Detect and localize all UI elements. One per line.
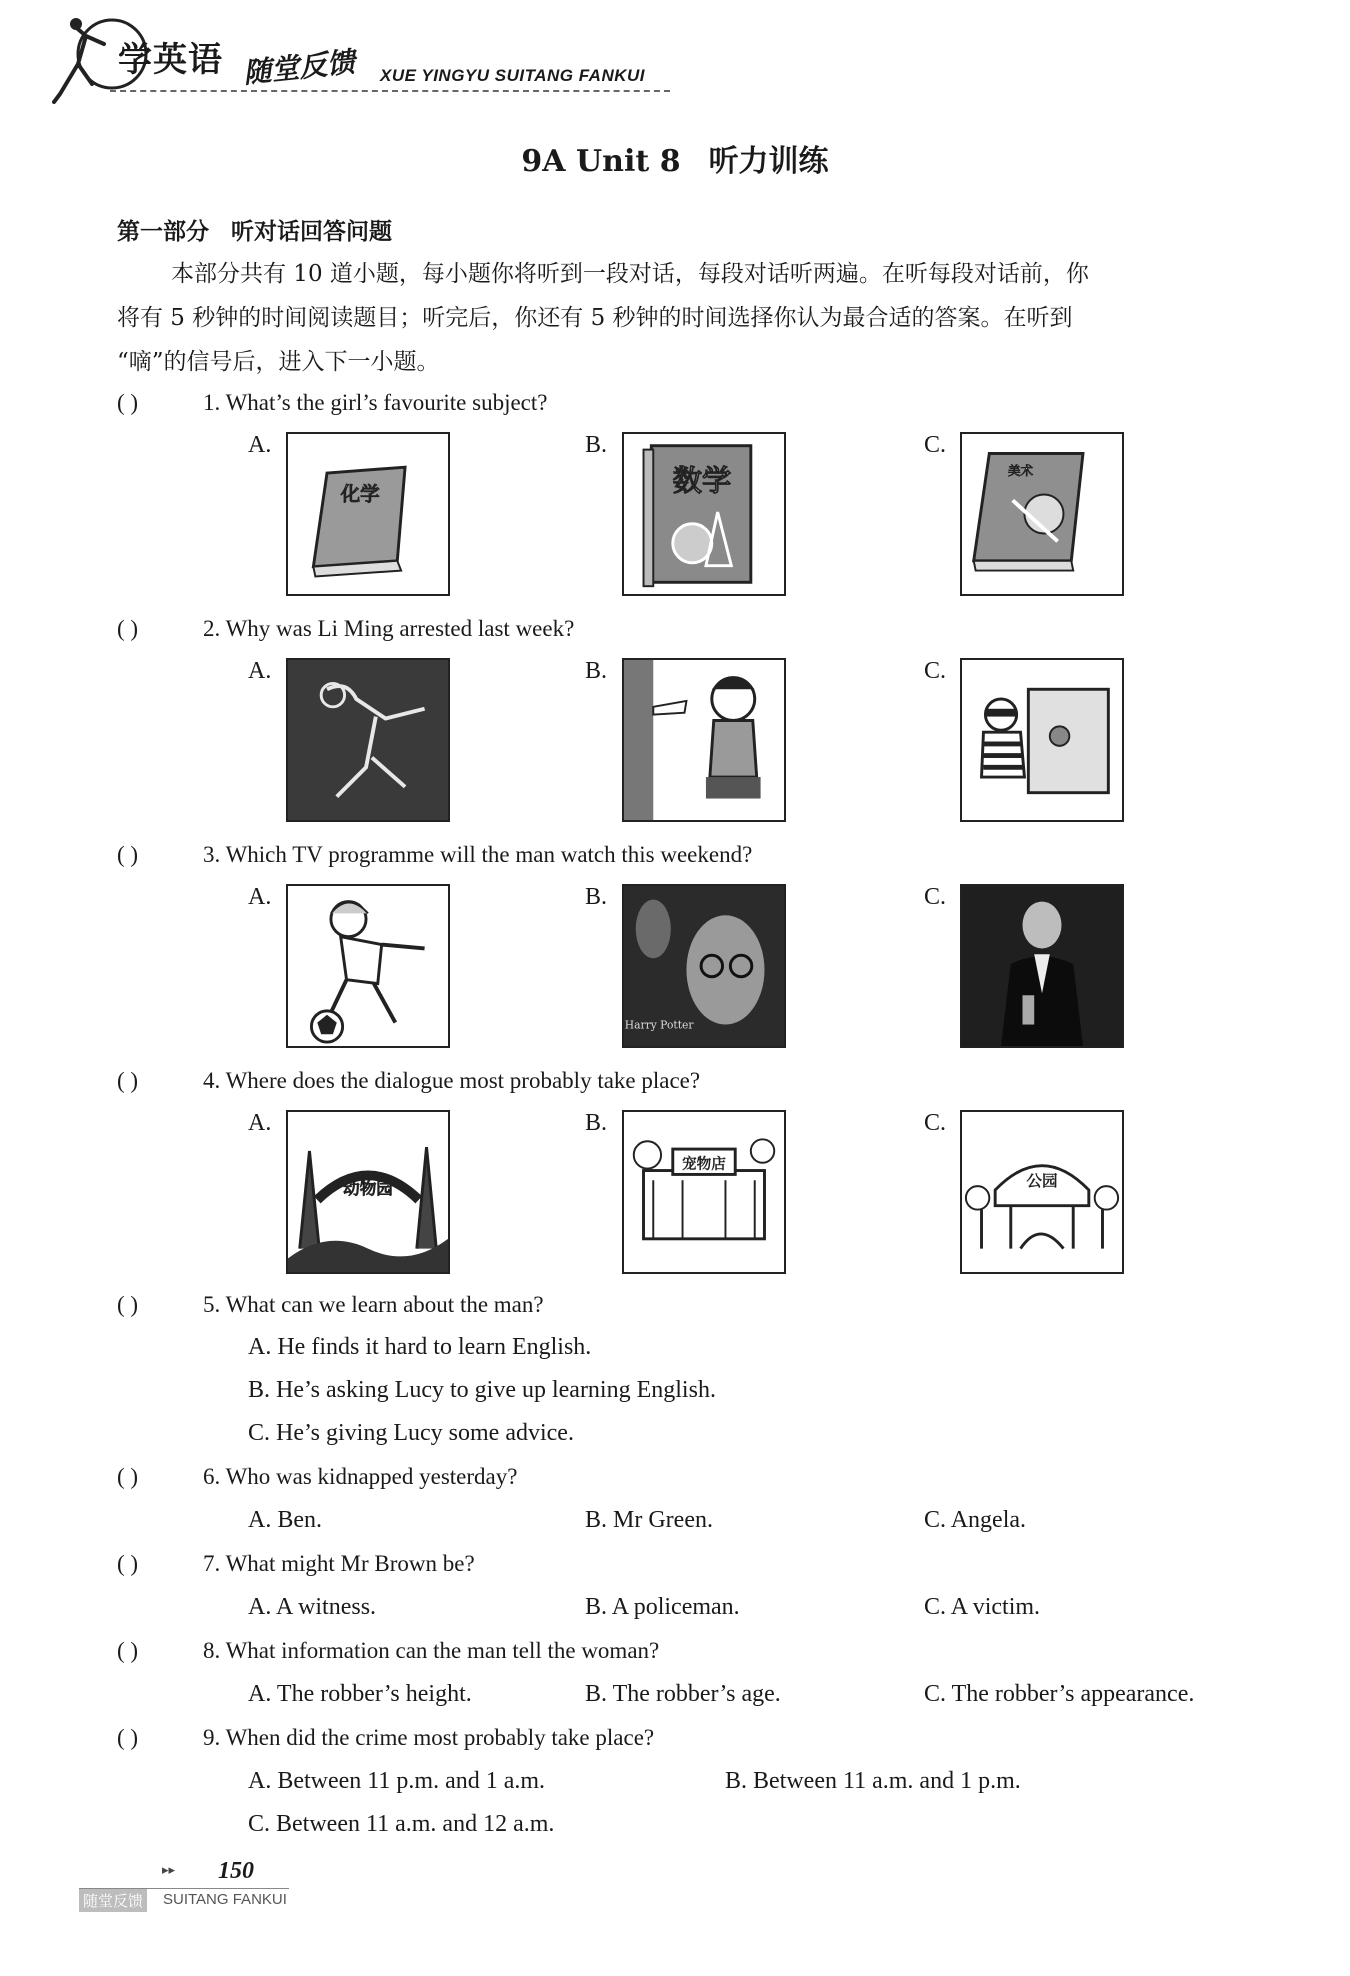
- option-letter: A.: [248, 432, 272, 458]
- footer-tag: [79, 1888, 289, 1911]
- header-brand-en: XUE YINGYU SUITANG FANKUI: [380, 66, 646, 85]
- option-text: The robber’s height.: [276, 1681, 472, 1707]
- answer-blank[interactable]: ( ): [117, 1551, 139, 1576]
- option-letter: B.: [585, 1507, 608, 1533]
- option-letter: C.: [924, 432, 947, 458]
- header-brand-cn: 学英语: [118, 40, 223, 80]
- option-a[interactable]: [248, 1334, 591, 1361]
- header-brand-cn2: 随堂反馈: [241, 45, 357, 90]
- option-b[interactable]: [248, 1377, 716, 1404]
- option-text: Ben.: [277, 1507, 323, 1533]
- unit-title: 9A Unit 8: [521, 144, 681, 179]
- page-title: [0, 136, 1350, 180]
- option-a[interactable]: [248, 1594, 376, 1621]
- body-outline-icon: [288, 660, 448, 820]
- footer-arrows-icon: ▸▸: [162, 1863, 176, 1878]
- option-c[interactable]: [248, 1811, 554, 1838]
- option-letter: C.: [924, 1110, 947, 1136]
- option-letter: B.: [725, 1768, 748, 1794]
- book-title: 美术: [1007, 462, 1034, 478]
- question-1: [117, 390, 547, 416]
- question-text: 9. When did the crime most probably take place?: [203, 1725, 655, 1750]
- option-letter: C.: [924, 1681, 947, 1707]
- option-text: Between 11 a.m. and 1 p.m.: [753, 1768, 1021, 1794]
- option-letter: A.: [248, 884, 272, 910]
- question-text: 1. What’s the girl’s favourite subject?: [203, 390, 548, 415]
- question-6: [117, 1464, 517, 1490]
- answer-blank[interactable]: ( ): [117, 616, 139, 641]
- book-icon: [624, 434, 784, 594]
- option-c[interactable]: [924, 1681, 1194, 1708]
- option-c[interactable]: [248, 1420, 574, 1447]
- option-text: Between 11 a.m. and 12 a.m.: [276, 1811, 555, 1837]
- option-letter: B.: [585, 1594, 608, 1620]
- question-text: 6. Who was kidnapped yesterday?: [203, 1464, 518, 1489]
- option-text: A policeman.: [611, 1594, 740, 1620]
- book-icon: [288, 434, 448, 594]
- zoo-gate-image[interactable]: [286, 1110, 450, 1274]
- option-letter: A.: [248, 1681, 272, 1707]
- book-title: 数学: [672, 463, 732, 498]
- header-divider: [110, 90, 670, 92]
- thief-safe-image[interactable]: [960, 658, 1124, 822]
- page-number: 150: [218, 1858, 254, 1884]
- park-gate-image[interactable]: [960, 1110, 1124, 1274]
- option-letter: A.: [248, 1334, 272, 1360]
- option-letter: C.: [924, 658, 947, 684]
- option-letter: C.: [248, 1420, 271, 1446]
- option-text: Angela.: [950, 1507, 1027, 1533]
- question-text: 5. What can we learn about the man?: [203, 1292, 544, 1317]
- option-letter: A.: [248, 1110, 272, 1136]
- question-2: [117, 616, 574, 642]
- option-letter: C.: [248, 1811, 271, 1837]
- question-text: 8. What information can the man tell the woman?: [203, 1638, 660, 1663]
- section-instructions: [117, 252, 1277, 384]
- topic-title: 听力训练: [708, 144, 829, 179]
- award-winner-icon: [962, 886, 1122, 1046]
- option-a[interactable]: [248, 1507, 322, 1534]
- option-text: He’s giving Lucy some advice.: [276, 1420, 574, 1446]
- boy-with-knife-icon: [624, 660, 784, 820]
- option-c[interactable]: [924, 1594, 1040, 1621]
- footer-tag-cn: 随堂反馈: [79, 1889, 147, 1912]
- park-icon: [962, 1112, 1122, 1272]
- option-letter: C.: [924, 1507, 947, 1533]
- question-text: 7. What might Mr Brown be?: [203, 1551, 475, 1576]
- section-heading: [117, 213, 392, 246]
- book-icon: [962, 434, 1122, 594]
- option-letter: A.: [248, 1768, 272, 1794]
- maths-book-image[interactable]: [622, 432, 786, 596]
- option-b[interactable]: [585, 1594, 740, 1621]
- answer-blank[interactable]: ( ): [117, 1292, 139, 1317]
- question-4: [117, 1068, 700, 1094]
- footer-tag-en: SUITANG FANKUI: [163, 1891, 287, 1908]
- boy-football-icon: [288, 886, 448, 1046]
- question-9: [117, 1725, 654, 1751]
- option-letter: B.: [585, 1681, 608, 1707]
- answer-blank[interactable]: ( ): [117, 1725, 139, 1750]
- option-a[interactable]: [248, 1681, 472, 1708]
- chemistry-book-image[interactable]: [286, 432, 450, 596]
- option-text: The robber’s appearance.: [951, 1681, 1195, 1707]
- answer-blank[interactable]: ( ): [117, 1068, 139, 1093]
- question-text: 4. Where does the dialogue most probably take place?: [203, 1068, 701, 1093]
- option-letter: B.: [585, 658, 608, 684]
- shop-sign: 宠物店: [682, 1155, 726, 1173]
- option-text: A witness.: [276, 1594, 377, 1620]
- book-title: 化学: [340, 482, 380, 506]
- frightened-boy-image[interactable]: [622, 658, 786, 822]
- option-text: He finds it hard to learn English.: [277, 1334, 592, 1360]
- option-text: Mr Green.: [613, 1507, 713, 1533]
- option-a[interactable]: [248, 1768, 545, 1795]
- question-5: [117, 1292, 544, 1318]
- option-letter: B.: [248, 1377, 271, 1403]
- option-text: He’s asking Lucy to give up learning English.: [276, 1377, 716, 1403]
- option-letter: A.: [248, 1594, 272, 1620]
- option-letter: B.: [585, 1110, 608, 1136]
- crime-scene-image[interactable]: [286, 658, 450, 822]
- pet-shop-icon: [624, 1112, 784, 1272]
- section-part: 第一部分: [117, 219, 209, 245]
- option-letter: C.: [924, 884, 947, 910]
- zoo-icon: [288, 1112, 448, 1272]
- answer-blank[interactable]: ( ): [117, 1638, 139, 1663]
- art-book-image[interactable]: [960, 432, 1124, 596]
- answer-blank[interactable]: ( ): [117, 1464, 139, 1489]
- option-text: The robber’s age.: [612, 1681, 781, 1707]
- cartoon-football-image[interactable]: [286, 884, 450, 1048]
- option-letter: B.: [585, 432, 608, 458]
- option-b[interactable]: [585, 1507, 713, 1534]
- instructions-line-3: “嘀”的信号后，进入下一小题。: [117, 349, 440, 375]
- option-text: Between 11 p.m. and 1 a.m.: [277, 1768, 546, 1794]
- question-7: [117, 1551, 475, 1577]
- section-name: 听对话回答问题: [231, 219, 392, 245]
- poster-title: Harry Potter: [624, 1018, 694, 1032]
- option-text: A victim.: [950, 1594, 1041, 1620]
- option-letter: A.: [248, 1507, 272, 1533]
- option-b[interactable]: [725, 1768, 1021, 1795]
- harry-potter-poster-image[interactable]: [622, 884, 786, 1048]
- park-sign: 公园: [1026, 1172, 1058, 1191]
- option-b[interactable]: [585, 1681, 781, 1708]
- question-8: [117, 1638, 659, 1664]
- question-3: [117, 842, 752, 868]
- movie-poster-icon: [624, 886, 784, 1046]
- thief-icon: [962, 660, 1122, 820]
- pet-shop-image[interactable]: [622, 1110, 786, 1274]
- question-text: 3. Which TV programme will the man watch this weekend?: [203, 842, 753, 867]
- man-tuxedo-image[interactable]: [960, 884, 1124, 1048]
- option-letter: C.: [924, 1594, 947, 1620]
- option-c[interactable]: [924, 1507, 1026, 1534]
- gate-sign: 动物园: [343, 1178, 393, 1198]
- question-text: 2. Why was Li Ming arrested last week?: [203, 616, 575, 641]
- answer-blank[interactable]: ( ): [117, 842, 139, 867]
- option-letter: B.: [585, 884, 608, 910]
- instructions-line-1: 本部分共有 10 道小题，每小题你将听到一段对话，每段对话听两遍。在听每段对话前，你: [171, 261, 1089, 287]
- instructions-line-2: 将有 5 秒钟的时间阅读题目；听完后，你还有 5 秒钟的时间选择你认为最合适的答案。在听到: [117, 305, 1073, 331]
- option-letter: A.: [248, 658, 272, 684]
- answer-blank[interactable]: ( ): [117, 390, 139, 415]
